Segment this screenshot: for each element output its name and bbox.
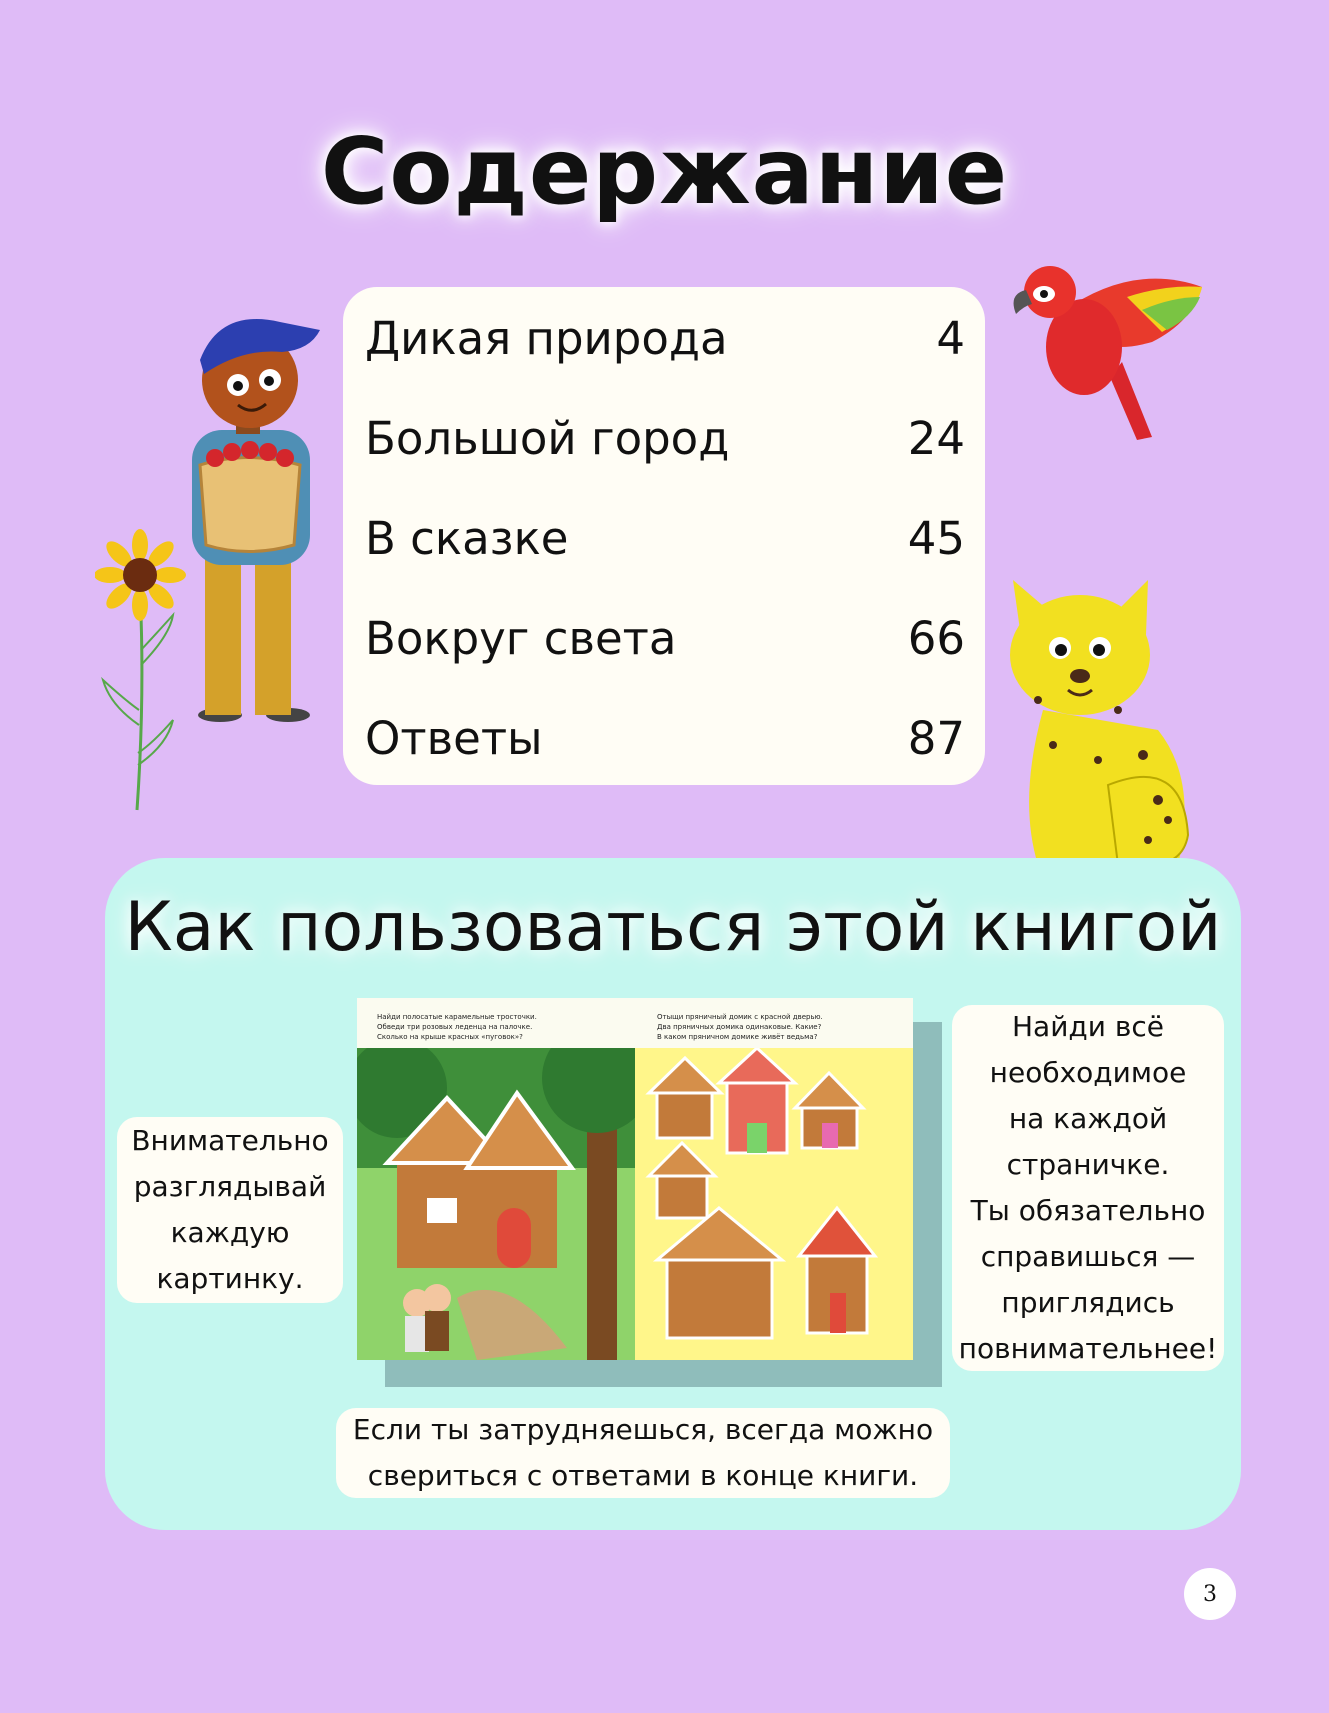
contents-item[interactable] bbox=[365, 498, 965, 578]
spread-task: В каком пряничном домике живёт ведьма? bbox=[657, 1033, 818, 1041]
right-note-line: Ты обязательно bbox=[970, 1194, 1206, 1227]
page-number: 3 bbox=[1184, 1568, 1236, 1620]
contents-card bbox=[343, 287, 985, 785]
left-note-line: каждую bbox=[170, 1216, 290, 1249]
left-note-line: разглядывай bbox=[133, 1170, 327, 1203]
bottom-note-line: свериться с ответами в конце книги. bbox=[367, 1459, 919, 1492]
contents-item[interactable] bbox=[365, 698, 965, 778]
spread-task: Обведи три розовых леденца на палочке. bbox=[377, 1023, 533, 1031]
right-note-line: Найди всё bbox=[1012, 1010, 1164, 1043]
contents-item-label: Большой город bbox=[365, 411, 730, 465]
bottom-note-line: Если ты затрудняешься, всегда можно bbox=[352, 1413, 934, 1446]
spread-task: Отыщи пряничный домик с красной дверью. bbox=[657, 1013, 823, 1021]
right-note-line: справишься — bbox=[980, 1240, 1196, 1273]
contents-item-page: 4 bbox=[936, 311, 965, 365]
contents-title: Содержание bbox=[320, 118, 1009, 225]
gingerbread-scene-illustration bbox=[357, 1048, 913, 1360]
sample-spread bbox=[357, 998, 913, 1360]
parrot-illustration bbox=[1002, 262, 1208, 452]
contents-item-page: 66 bbox=[907, 611, 965, 665]
contents-item-label: Дикая природа bbox=[365, 311, 728, 365]
spread-task: Найди полосатые карамельные тросточки. bbox=[377, 1013, 537, 1021]
contents-item[interactable] bbox=[365, 298, 965, 378]
spread-task: Два пряничных домика одинаковые. Какие? bbox=[657, 1023, 822, 1031]
contents-item-label: Ответы bbox=[365, 711, 543, 765]
spread-left-tasks bbox=[377, 1012, 627, 1042]
spread-right-tasks bbox=[657, 1012, 907, 1042]
sunflower-illustration bbox=[95, 525, 190, 815]
boy-illustration bbox=[170, 300, 330, 725]
right-note-line: страничке. bbox=[1006, 1148, 1170, 1181]
lynx-illustration bbox=[998, 580, 1198, 870]
right-note bbox=[952, 1005, 1224, 1371]
right-note-line: повнимательнее! bbox=[958, 1332, 1218, 1365]
right-note-line: на каждой bbox=[1008, 1102, 1168, 1135]
left-note-line: Внимательно bbox=[131, 1124, 329, 1157]
contents-item-label: Вокруг света bbox=[365, 611, 677, 665]
contents-item-page: 45 bbox=[907, 511, 965, 565]
bottom-note bbox=[336, 1408, 950, 1498]
contents-item-page: 87 bbox=[907, 711, 965, 765]
contents-item[interactable] bbox=[365, 398, 965, 478]
contents-item-page: 24 bbox=[907, 411, 965, 465]
contents-item-label: В сказке bbox=[365, 511, 569, 565]
left-note-line: картинку. bbox=[156, 1262, 304, 1295]
howto-title: Как пользоваться этой книгой bbox=[124, 888, 1222, 967]
right-note-line: необходимое bbox=[989, 1056, 1187, 1089]
spread-task: Сколько на крыше красных «пуговок»? bbox=[377, 1033, 523, 1041]
right-note-line: приглядись bbox=[1001, 1286, 1175, 1319]
left-note bbox=[117, 1117, 343, 1303]
contents-item[interactable] bbox=[365, 598, 965, 678]
